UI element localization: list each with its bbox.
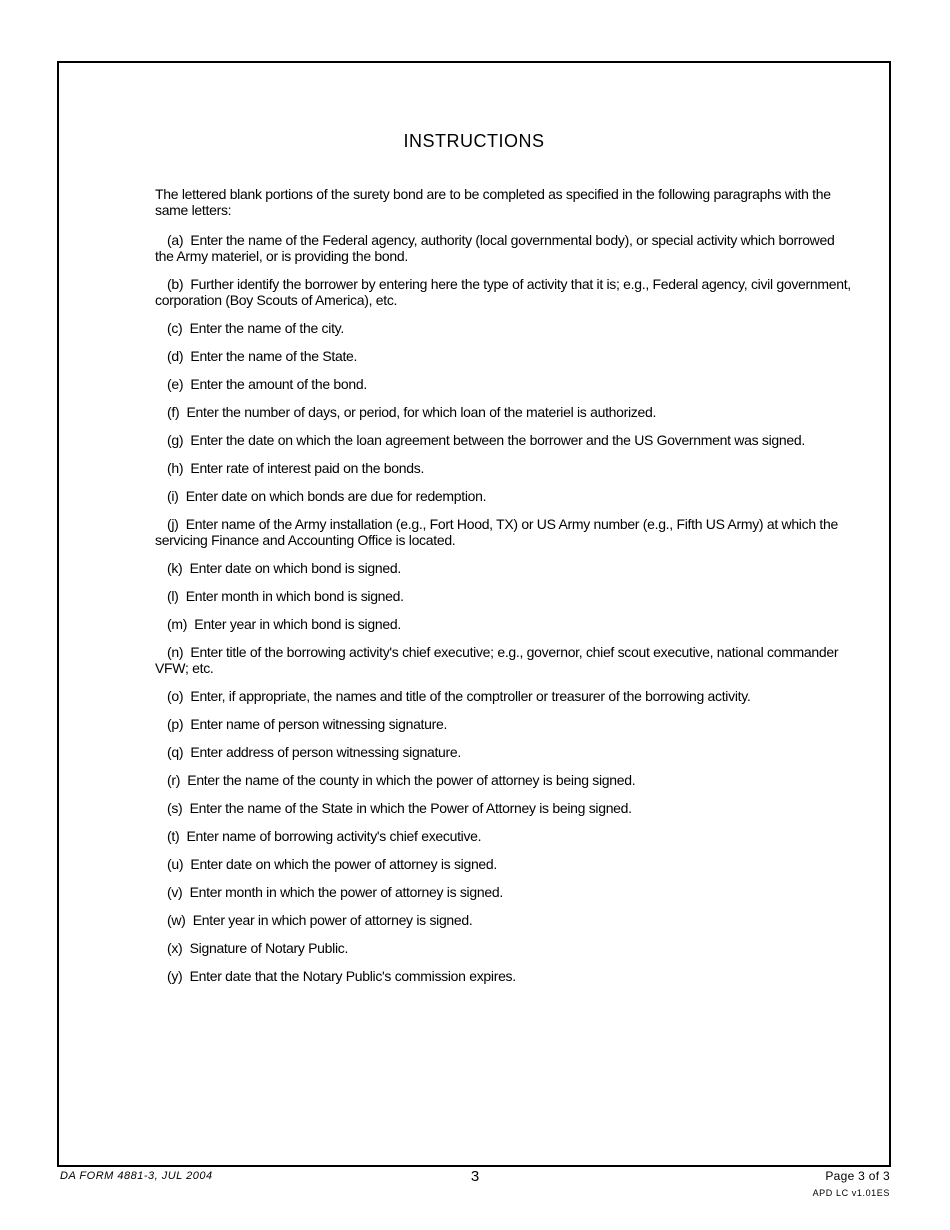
instruction-text: Enter year in which bond is signed. bbox=[194, 616, 401, 632]
instruction-text: Enter the name of the State. bbox=[190, 348, 358, 364]
instruction-text: Enter title of the borrowing activity's chief executive; e.g., governor, chief scout executive, national commander VFW; etc. bbox=[155, 644, 839, 676]
instruction-text: Enter the number of days, or period, for which loan of the materiel is authorized. bbox=[186, 404, 657, 420]
instruction-letter: (r) bbox=[167, 772, 181, 788]
instruction-item bbox=[155, 800, 855, 816]
instruction-text: Enter address of person witnessing signature. bbox=[190, 744, 461, 760]
instruction-letter: (x) bbox=[167, 940, 183, 956]
instruction-text: Enter month in which the power of attorney is signed. bbox=[189, 884, 503, 900]
instruction-list bbox=[155, 232, 855, 984]
instruction-letter: (c) bbox=[167, 320, 183, 336]
instructions-content bbox=[155, 186, 855, 996]
instruction-letter: (h) bbox=[167, 460, 184, 476]
instruction-item bbox=[155, 828, 855, 844]
instruction-text: Enter, if appropriate, the names and title of the comptroller or treasurer of the borrowing activity. bbox=[190, 688, 751, 704]
intro-paragraph: The lettered blank portions of the surety bond are to be completed as specified in the following paragraphs with the same letters: bbox=[155, 186, 831, 218]
form-frame bbox=[57, 61, 891, 1167]
instruction-item bbox=[155, 884, 855, 900]
instruction-letter: (u) bbox=[167, 856, 184, 872]
instruction-letter: (n) bbox=[167, 644, 184, 660]
instruction-item bbox=[155, 432, 855, 448]
instruction-text: Enter date on which bond is signed. bbox=[189, 560, 401, 576]
instruction-letter: (s) bbox=[167, 800, 183, 816]
instruction-text: Enter the date on which the loan agreement between the borrower and the US Government was signed. bbox=[190, 432, 805, 448]
instruction-item bbox=[155, 912, 855, 928]
instruction-text: Enter date on which bonds are due for redemption. bbox=[185, 488, 487, 504]
instruction-item bbox=[155, 688, 855, 704]
instruction-letter: (y) bbox=[167, 968, 183, 984]
instruction-letter: (j) bbox=[167, 516, 179, 532]
instruction-item bbox=[155, 560, 855, 576]
instruction-item bbox=[155, 616, 855, 632]
instruction-letter: (q) bbox=[167, 744, 184, 760]
instruction-item bbox=[155, 404, 855, 420]
instruction-item bbox=[155, 516, 855, 548]
instruction-text: Signature of Notary Public. bbox=[189, 940, 349, 956]
instruction-letter: (t) bbox=[167, 828, 180, 844]
instruction-letter: (o) bbox=[167, 688, 184, 704]
page-number: 3 bbox=[470, 1168, 480, 1185]
version-code: APD LC v1.01ES bbox=[812, 1188, 890, 1198]
instruction-letter: (i) bbox=[167, 488, 179, 504]
instruction-letter: (p) bbox=[167, 716, 184, 732]
instruction-text: Enter date on which the power of attorney is signed. bbox=[190, 856, 497, 872]
instruction-text: Enter month in which bond is signed. bbox=[185, 588, 404, 604]
instruction-item bbox=[155, 588, 855, 604]
instruction-text: Enter year in which power of attorney is signed. bbox=[192, 912, 473, 928]
instruction-letter: (a) bbox=[167, 232, 184, 248]
instruction-letter: (w) bbox=[167, 912, 186, 928]
instruction-letter: (f) bbox=[167, 404, 180, 420]
page-title: INSTRUCTIONS bbox=[403, 131, 545, 151]
instruction-text: Enter the name of the city. bbox=[189, 320, 344, 336]
instruction-item bbox=[155, 320, 855, 336]
instruction-item bbox=[155, 940, 855, 956]
instruction-text: Enter date that the Notary Public's commission expires. bbox=[189, 968, 516, 984]
instruction-text: Enter name of the Army installation (e.g., Fort Hood, TX) or US Army number (e.g., Fifth US Army) at which the servicing Finance and Accounting Office is located. bbox=[155, 516, 838, 548]
instruction-letter: (g) bbox=[167, 432, 184, 448]
instruction-text: Enter name of borrowing activity's chief executive. bbox=[186, 828, 482, 844]
instruction-letter: (l) bbox=[167, 588, 179, 604]
instruction-text: Enter name of person witnessing signature. bbox=[190, 716, 448, 732]
instruction-letter: (m) bbox=[167, 616, 188, 632]
instruction-item bbox=[155, 276, 855, 308]
instruction-item bbox=[155, 232, 855, 264]
instruction-text: Enter the name of the Federal agency, authority (local governmental body), or special activity which borrowed the Army materiel, or is providing the bond. bbox=[155, 232, 835, 264]
instruction-item bbox=[155, 968, 855, 984]
instruction-text: Enter the name of the State in which the Power of Attorney is being signed. bbox=[189, 800, 632, 816]
form-identifier: DA FORM 4881-3, JUL 2004 bbox=[60, 1170, 213, 1182]
instruction-item bbox=[155, 716, 855, 732]
instruction-text: Enter rate of interest paid on the bonds. bbox=[190, 460, 425, 476]
instruction-item bbox=[155, 488, 855, 504]
instruction-item bbox=[155, 772, 855, 788]
instruction-letter: (d) bbox=[167, 348, 184, 364]
page-count: Page 3 of 3 bbox=[825, 1169, 890, 1183]
instruction-text: Further identify the borrower by entering here the type of activity that it is; e.g., Federal agency, civil government, corporation (Boy Scouts of America), etc. bbox=[155, 276, 851, 308]
instruction-letter: (v) bbox=[167, 884, 183, 900]
instruction-item bbox=[155, 376, 855, 392]
instruction-letter: (b) bbox=[167, 276, 184, 292]
instruction-item bbox=[155, 460, 855, 476]
instruction-letter: (k) bbox=[167, 560, 183, 576]
instruction-letter: (e) bbox=[167, 376, 184, 392]
instruction-item bbox=[155, 644, 855, 676]
instruction-item bbox=[155, 348, 855, 364]
instruction-item bbox=[155, 744, 855, 760]
instruction-item bbox=[155, 856, 855, 872]
instruction-text: Enter the name of the county in which the power of attorney is being signed. bbox=[187, 772, 636, 788]
instruction-text: Enter the amount of the bond. bbox=[190, 376, 367, 392]
